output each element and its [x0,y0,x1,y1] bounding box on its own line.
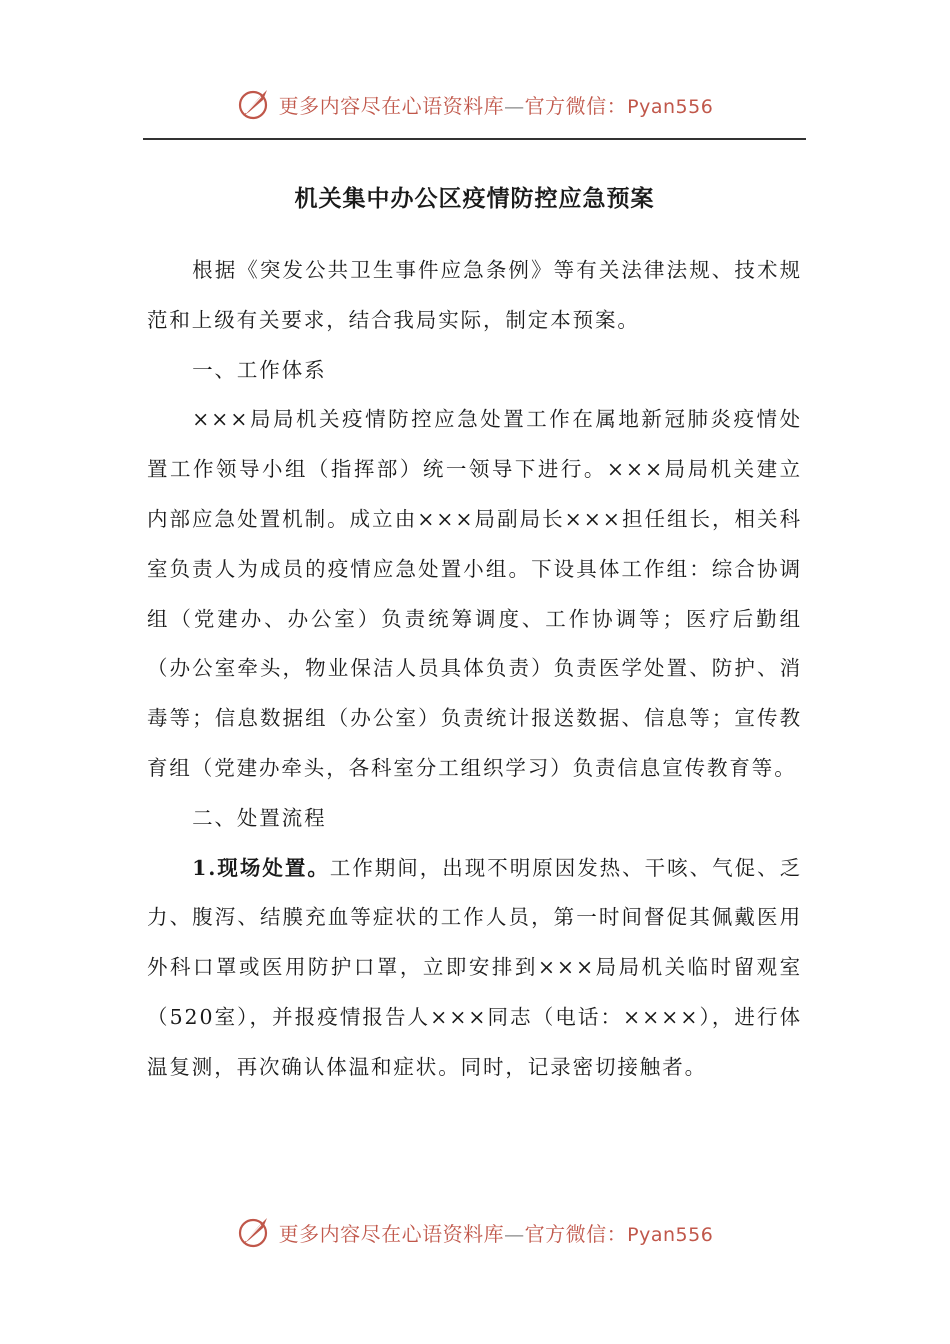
header-divider [143,138,806,140]
section-heading-1: 一、工作体系 [192,357,327,382]
item-1-paragraph [147,844,802,1093]
watermark-text: 更多内容尽在心语资料库—官方微信：Pyan556 [278,93,714,118]
section-heading-2: 二、处置流程 [192,805,327,830]
footer-watermark [0,1210,950,1254]
quill-logo-icon [237,86,273,122]
quill-logo-icon [237,1214,273,1250]
watermark-text: 更多内容尽在心语资料库—官方微信：Pyan556 [278,1221,714,1246]
section-1-paragraph: ×××局局机关疫情防控应急处置工作在属地新冠肺炎疫情处置工作领导小组（指挥部）统一领导下进行。×××局局机关建立内部应急处置机制。成立由×××局副局长×××担任组长，相关科室负责人为成员的疫情应急处置小组。下设具体工作组：综合协调组（党建办、办公室）负责统筹调度、工作协调等；医疗后勤组（办公室牵头，物业保洁人员具体负责）负责医学处置、防护、消毒等；信息数据组（办公室）负责统计报送数据、信息等；宣传教育组（党建办牵头，各科室分工组织学习）负责信息宣传教育等。 [147,407,802,780]
item-1-label: 1.现场处置。 [192,855,330,880]
header-watermark [0,82,950,126]
intro-paragraph: 根据《突发公共卫生事件应急条例》等有关法律法规、技术规范和上级有关要求，结合我局实际，制定本预案。 [147,258,802,332]
document-title: 机关集中办公区疫情防控应急预案 [294,186,655,212]
item-1-text: 工作期间，出现不明原因发热、干咳、气促、乏力、腹泻、结膜充血等症状的工作人员，第一时间督促其佩戴医用外科口罩或医用防护口罩，立即安排到×××局局机关临时留观室（520室），并报疫情报告人×××同志（电话：××××），进行体温复测，再次确认体温和症状。同时，记录密切接触者。 [147,855,802,1079]
document-body [147,246,802,1093]
